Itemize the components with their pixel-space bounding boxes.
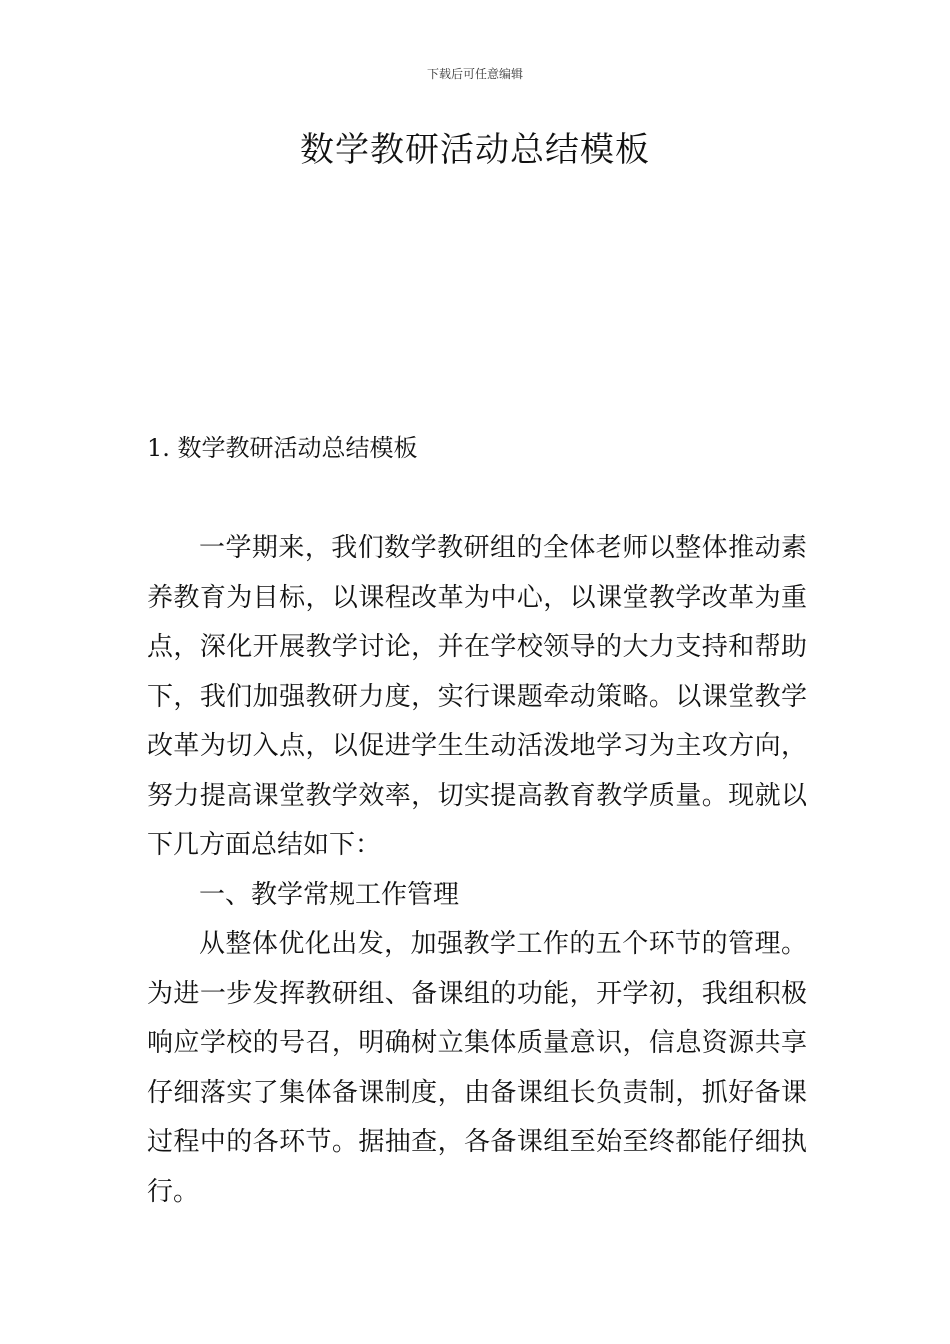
page-header-note: 下载后可任意编辑 xyxy=(426,67,523,81)
subheading: 一、教学常规工作管理 xyxy=(199,880,460,910)
body-paragraph: 从整体优化出发，加强教学工作的五个环节的管理。为进一步发挥教研组、备课组的功能，开学初，我组积极响应学校的号召，明确树立集体质量意识，信息资源共享仔细落实了集体备课制度，由备课组长负责制，抓好备课过程中的各环节。据抽查，各备课组至始至终都能仔细执行。 xyxy=(147,929,807,1207)
body-paragraph-block xyxy=(147,524,807,871)
document-title: 数学教研活动总结模板 xyxy=(300,130,650,170)
body-paragraph-block xyxy=(147,920,807,1217)
section-heading: 1. 数学教研活动总结模板 xyxy=(147,434,418,462)
body-paragraph: 一学期来，我们数学教研组的全体老师以整体推动素养教育为目标，以课程改革为中心，以课堂教学改革为重点，深化开展教学讨论，并在学校领导的大力支持和帮助下，我们加强教研力度，实行课题牵动策略。以课堂教学改革为切入点，以促进学生生动活泼地学习为主攻方向，努力提高课堂教学效率，切实提高教育教学质量。现就以下几方面总结如下： xyxy=(147,533,807,860)
subheading-block xyxy=(147,871,807,921)
